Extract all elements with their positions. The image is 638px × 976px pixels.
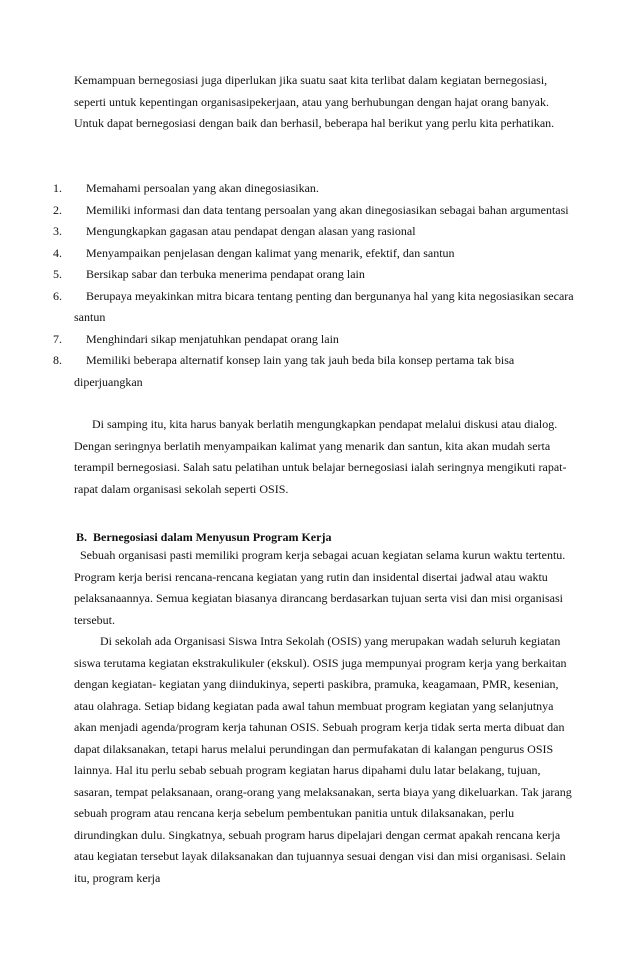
list-item-number: 1. bbox=[53, 181, 62, 195]
list-item-number: 3. bbox=[53, 224, 62, 238]
list-item-text: Mengungkapkan gagasan atau pendapat dengan alasan yang rasional bbox=[86, 224, 416, 238]
practice-paragraph: Di samping itu, kita harus banyak berlatih mengungkapkan pendapat melalui diskusi atau dialog. Dengan seringnya berlatih menyampaikan kalimat yang menarik dan santun, kita akan mudah serta terampil bernegosiasi. Salah satu pelatihan untuk belajar bernegosiasi ialah seringnya mengikuti rapat-rapat dalam organisasi sekolah seperti OSIS. bbox=[74, 417, 567, 496]
list-item-text: Bersikap sabar dan terbuka menerima pendapat orang lain bbox=[86, 267, 365, 281]
list-item bbox=[0, 200, 574, 222]
list-item-text: Memiliki informasi dan data tentang persoalan yang akan dinegosiasikan sebagai bahan argumentasi bbox=[86, 202, 569, 217]
list-item-number: 6. bbox=[53, 288, 62, 303]
list-item-text: Memiliki beberapa alternatif konsep lain yang tak jauh beda bila konsep pertama tak bisa diperjuangkan bbox=[74, 353, 515, 389]
list-item-number: 5. bbox=[53, 267, 62, 281]
intro-paragraph: Kemampuan bernegosiasi juga diperlukan jika suatu saat kita terlibat dalam kegiatan bernegosiasi, seperti untuk kepentingan organisasipekerjaan, atau yang berhubungan dengan hajat orang banyak. Untuk dapat bernegosiasi dengan baik dan berhasil, beberapa hal berikut yang perlu kita perhatikan. bbox=[74, 73, 555, 130]
list-item bbox=[0, 286, 574, 329]
list-item-number: 7. bbox=[53, 331, 62, 346]
list-item-text: Menyampaikan penjelasan dengan kalimat yang menarik, efektif, dan santun bbox=[86, 245, 455, 260]
list-item-number: 4. bbox=[53, 245, 62, 260]
list-item bbox=[0, 178, 574, 200]
osis-paragraph: Di sekolah ada Organisasi Siswa Intra Sekolah (OSIS) yang merupakan wadah seluruh kegiatan siswa terutama kegiatan ekstrakulikuler (ekskul). OSIS juga mempunyai program kerja yang berkaitan dengan kegiatan- kegiatan yang diindukinya, seperti paskibra, pramuka, keagamaan, PMR, kesenian, atau olahraga. Setiap bidang kegiatan pada awal tahun membuat program kegiatan yang selanjutnya akan menjadi agenda/program kerja tahunan OSIS. Sebuah program kerja tidak serta merta dibuat dan dapat dilaksanakan, tetapi harus melalui perundingan dan permufakatan di kalangan pengurus OSIS lainnya. Hal itu perlu sebab sebuah program kegiatan harus dipahami dulu latar belakang, tujuan, sasaran, tempat pelaksanaan, orang-orang yang melaksanakan, serta biaya yang dikeluarkan. Tak jarang sebuah program atau rencana kerja sebelum pembentukan panitia untuk dilaksanakan, perlu dirundingkan dulu. Singkatnya, sebuah program harus dipelajari dengan cermat apakah rencana kerja atau kegiatan tersebut layak dilaksanakan dan tujuannya sesuai dengan visi dan misi organisasi. Selain itu, program kerja bbox=[74, 634, 572, 885]
section-number: B. bbox=[76, 530, 88, 544]
list-item-text: Memahami persoalan yang akan dinegosiasikan. bbox=[86, 181, 319, 195]
section-title: Bernegosiasi dalam Menyusun Program Kerja bbox=[93, 530, 332, 544]
list-item-number: 8. bbox=[53, 353, 62, 367]
list-item bbox=[0, 350, 574, 393]
list-item bbox=[0, 243, 574, 265]
list-item bbox=[0, 221, 574, 243]
list-item-number: 2. bbox=[53, 202, 62, 217]
list-item bbox=[0, 329, 574, 351]
list-item-text: Berupaya meyakinkan mitra bicara tentang penting dan bergunanya hal yang kita negosiasikan secara santun bbox=[74, 288, 574, 324]
list-item bbox=[0, 264, 574, 286]
list-item-text: Menghindari sikap menjatuhkan pendapat orang lain bbox=[86, 331, 339, 346]
program-paragraph: Sebuah organisasi pasti memiliki program kerja sebagai acuan kegiatan selama kurun waktu tertentu. Program kerja berisi rencana-rencana kegiatan yang rutin dan insidental disertai jadwal atau waktu pelaksanaannya. Semua kegiatan biasanya dirancang berdasarkan tujuan serta visi dan misi organisasi tersebut. bbox=[74, 548, 566, 627]
negotiation-tips-list bbox=[0, 178, 600, 393]
